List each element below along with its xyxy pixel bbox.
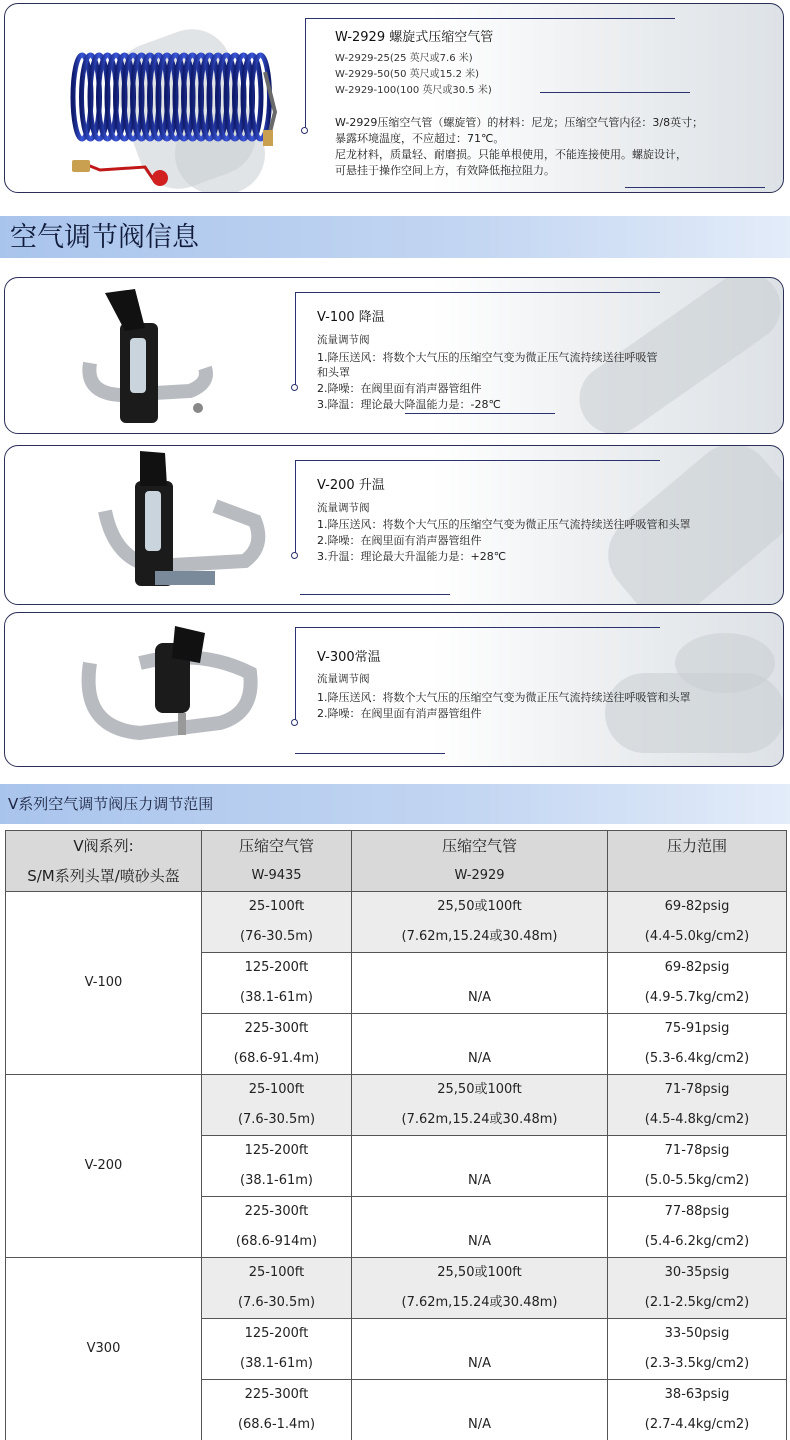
hose-desc: 尼龙材料，质量轻、耐磨损。只能单根使用，不能连接使用。螺旋设计， <box>335 148 687 161</box>
pressure-cell: 38-63psig (2.7-4.4kg/cm2) <box>608 1380 787 1440</box>
valve-subtitle: 流量调节阀 <box>317 673 370 685</box>
deco-line <box>625 187 765 188</box>
table-header-row <box>6 831 787 892</box>
valve-card-v300 <box>4 612 784 767</box>
w9435-cell: 25-100ft (7.6-30.5m) <box>202 1258 352 1319</box>
table-row <box>6 1258 787 1319</box>
valve-subtitle: 流量调节阀 <box>317 334 370 346</box>
valve-feature: 1.降压送风：将数个大气压的压缩空气变为微正压气流持续送往呼吸管 <box>317 351 658 364</box>
hose-model: W-2929-50(50 英尺或15.2 米) <box>335 69 480 80</box>
w9435-cell: 25-100ft (7.6-30.5m) <box>202 1075 352 1136</box>
valve-feature: 2.降噪：在阀里面有消声器管组件 <box>317 382 482 395</box>
section-title-pressure: V系列空气调节阀压力调节范围 <box>0 784 790 824</box>
deco-dot <box>301 127 308 134</box>
deco-dot <box>291 552 298 559</box>
pressure-range-table <box>5 830 787 1440</box>
valve-title: V-200 升温 <box>317 478 385 493</box>
w2929-cell: N/A <box>352 1014 608 1075</box>
valve-feature: 2.降噪：在阀里面有消声器管组件 <box>317 534 482 547</box>
pressure-cell: 77-88psig (5.4-6.2kg/cm2) <box>608 1197 787 1258</box>
deco-line <box>540 92 690 93</box>
valve-card-v200 <box>4 445 784 605</box>
header-cell: V阀系列: S/M系列头罩/喷砂头盔 <box>6 831 202 892</box>
w9435-cell: 125-200ft (38.1-61m) <box>202 1136 352 1197</box>
w9435-cell: 225-300ft (68.6-91.4m) <box>202 1014 352 1075</box>
valve-title: V-300常温 <box>317 650 381 665</box>
series-cell: V-200 <box>6 1075 202 1258</box>
pressure-cell: 71-78psig (4.5-4.8kg/cm2) <box>608 1075 787 1136</box>
deco-line <box>295 460 296 555</box>
ghost-valve-image-2 <box>605 673 784 753</box>
coiled-hose-image <box>60 42 285 187</box>
deco-dot <box>291 384 298 391</box>
w2929-cell: 25,50或100ft (7.62m,15.24或30.48m) <box>352 1258 608 1319</box>
hose-desc: 暴露环境温度，不应超过：71℃。 <box>335 132 505 145</box>
deco-dot <box>291 719 298 726</box>
w2929-cell: 25,50或100ft (7.62m,15.24或30.48m) <box>352 1075 608 1136</box>
table-row <box>6 1075 787 1136</box>
w9435-cell: 125-200ft (38.1-61m) <box>202 1319 352 1380</box>
valve-feature: 1.降压送风：将数个大气压的压缩空气变为微正压气流持续送往呼吸管和头罩 <box>317 518 691 531</box>
w2929-cell: N/A <box>352 1136 608 1197</box>
deco-line <box>295 627 296 722</box>
valve-title: V-100 降温 <box>317 310 385 325</box>
header-cell: 压力范围 <box>608 831 787 892</box>
pressure-cell: 69-82psig (4.4-5.0kg/cm2) <box>608 892 787 953</box>
w2929-cell: N/A <box>352 1319 608 1380</box>
deco-line <box>295 460 660 461</box>
header-cell: 压缩空气管 W-9435 <box>202 831 352 892</box>
w2929-cell: N/A <box>352 1197 608 1258</box>
deco-line <box>405 413 555 414</box>
hose-model: W-2929-25(25 英尺或7.6 米) <box>335 53 473 64</box>
w9435-cell: 225-300ft (68.6-1.4m) <box>202 1380 352 1440</box>
w9435-cell: 125-200ft (38.1-61m) <box>202 953 352 1014</box>
table-row <box>6 892 787 953</box>
deco-line <box>305 18 675 19</box>
hose-title: W-2929 螺旋式压缩空气管 <box>335 30 494 45</box>
w9435-cell: 225-300ft (68.6-914m) <box>202 1197 352 1258</box>
series-cell: V-100 <box>6 892 202 1075</box>
w2929-cell: N/A <box>352 1380 608 1440</box>
hose-desc: W-2929压缩空气管（螺旋管）的材料：尼龙；压缩空气管内径：3/8英寸； <box>335 116 704 129</box>
valve-feature: 1.降压送风：将数个大气压的压缩空气变为微正压气流持续送往呼吸管和头罩 <box>317 691 691 704</box>
hose-desc: 可悬挂于操作空间上方，有效降低拖拉阻力。 <box>335 164 555 177</box>
valve-feature: 2.降噪：在阀里面有消声器管组件 <box>317 707 482 720</box>
deco-line <box>305 18 306 130</box>
section-title-valves: 空气调节阀信息 <box>0 216 790 258</box>
valve-feature: 3.降温：理论最大降温能力是：-28℃ <box>317 398 501 411</box>
valve-v100-image <box>80 283 230 433</box>
pressure-cell: 33-50psig (2.3-3.5kg/cm2) <box>608 1319 787 1380</box>
w9435-cell: 25-100ft (76-30.5m) <box>202 892 352 953</box>
valve-subtitle: 流量调节阀 <box>317 502 370 514</box>
deco-line <box>300 594 450 595</box>
w2929-cell: N/A <box>352 953 608 1014</box>
pressure-cell: 69-82psig (4.9-5.7kg/cm2) <box>608 953 787 1014</box>
series-cell: V300 <box>6 1258 202 1440</box>
hose-product-card <box>4 3 784 193</box>
deco-line <box>295 627 660 628</box>
deco-line <box>295 292 660 293</box>
deco-line <box>295 753 445 754</box>
valve-card-v100 <box>4 277 784 434</box>
header-cell: 压缩空气管 W-2929 <box>352 831 608 892</box>
pressure-cell: 71-78psig (5.0-5.5kg/cm2) <box>608 1136 787 1197</box>
w2929-cell: 25,50或100ft (7.62m,15.24或30.48m) <box>352 892 608 953</box>
valve-feature: 和头罩 <box>317 366 350 379</box>
pressure-cell: 75-91psig (5.3-6.4kg/cm2) <box>608 1014 787 1075</box>
valve-feature: 3.升温：理论最大升温能力是：+28℃ <box>317 550 507 563</box>
pressure-cell: 30-35psig (2.1-2.5kg/cm2) <box>608 1258 787 1319</box>
valve-v200-image <box>95 451 270 601</box>
deco-line <box>295 292 296 387</box>
valve-v300-image <box>80 618 270 763</box>
hose-model: W-2929-100(100 英尺或30.5 米) <box>335 85 492 96</box>
